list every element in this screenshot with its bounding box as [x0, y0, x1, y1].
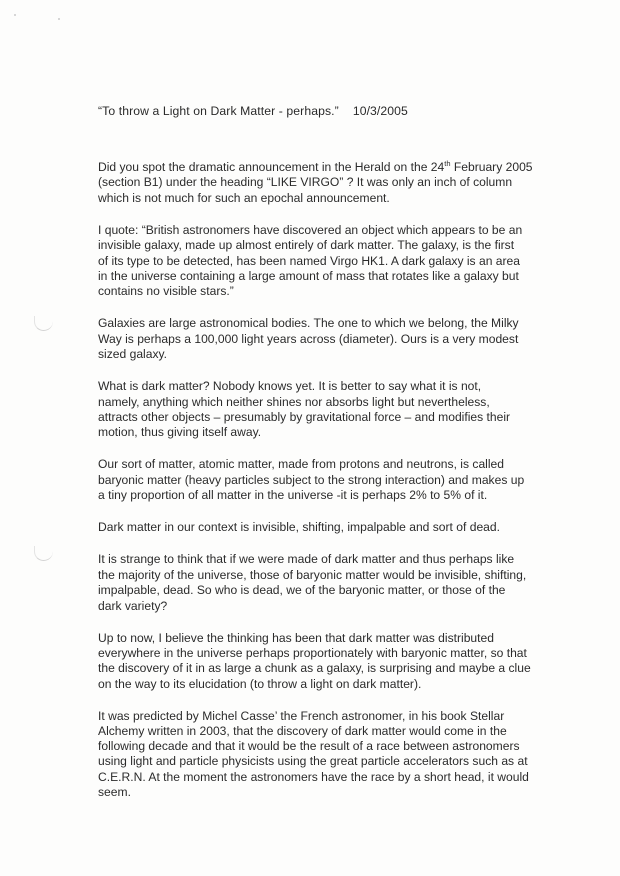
document-body: [98, 160, 550, 817]
text-line: contains no visible stars.”: [98, 284, 234, 299]
scan-speck: [58, 18, 60, 20]
paragraph: [98, 223, 550, 300]
text-line: I quote: “British astronomers have discovered an object which appears to be an: [98, 222, 523, 237]
text-line: following decade and that it would be the result of a race between astronomers: [98, 739, 520, 754]
text-line: What is dark matter? Nobody knows yet. It is better to say what it is not,: [98, 379, 482, 394]
document-title-line: [98, 104, 408, 118]
text-line: (section B1) under the heading “LIKE VIRGO” ? It was only an inch of column: [98, 175, 513, 190]
paragraph: [98, 520, 550, 535]
text-line: Galaxies are large astronomical bodies. The one to which we belong, the Milky: [98, 316, 519, 331]
text-line: motion, thus giving itself away.: [98, 425, 262, 440]
paragraph: [98, 316, 550, 362]
text-line: the majority of the universe, those of baryonic matter would be invisible, shifting,: [98, 567, 527, 582]
text-line: Our sort of matter, atomic matter, made from protons and neutrons, is called: [98, 457, 504, 472]
text-line: using light and particle physicists using the great particle accelerators such as at: [98, 754, 528, 769]
text-line: a tiny proportion of all matter in the universe -it is perhaps 2% to 5% of it.: [98, 488, 488, 503]
ordinal-suffix: th: [444, 159, 451, 168]
paragraph: [98, 160, 550, 206]
text-line: sized galaxy.: [98, 347, 168, 362]
text-line: in the universe containing a large amount of mass that rotates like a galaxy but: [98, 269, 519, 284]
paragraph: [98, 709, 550, 800]
scan-speck: [14, 14, 16, 16]
text-line: the discovery of it in as large a chunk as a galaxy, is surprising and maybe a clue: [98, 661, 531, 676]
document-title: “To throw a Light on Dark Matter - perhaps.”: [98, 104, 339, 118]
document-date: 10/3/2005: [352, 104, 408, 118]
punch-hole-mark: [34, 546, 53, 561]
text-line: Alchemy written in 2003, that the discovery of dark matter would come in the: [98, 723, 507, 738]
text-line: impalpable, dead. So who is dead, we of the baryonic matter, or those of the: [98, 583, 506, 598]
text-line: It was predicted by Michel Casse’ the French astronomer, in his book Stellar: [98, 708, 505, 723]
paragraph: [98, 379, 550, 441]
paragraph: [98, 631, 550, 693]
text-line: Way is perhaps a 100,000 light years across (diameter). Ours is a very modest: [98, 331, 519, 346]
text-line: seem.: [98, 784, 131, 799]
text-line: of its type to be detected, has been named Virgo HK1. A dark galaxy is an area: [98, 253, 520, 268]
text-line: on the way to its elucidation (to throw a light on dark matter).: [98, 676, 422, 691]
punch-hole-mark: [34, 316, 53, 331]
text-line: Dark matter in our context is invisible, shifting, impalpable and sort of dead.: [98, 520, 500, 535]
text-fragment: Did you spot the dramatic announcement in the Herald on the 24: [98, 160, 445, 174]
text-line: everywhere in the universe perhaps proportionately with baryonic matter, so that: [98, 645, 527, 660]
text-line: attracts other objects – presumably by gravitational force – and modifies their: [98, 410, 511, 425]
text-line: namely, anything which neither shines nor absorbs light but nevertheless,: [98, 394, 490, 409]
text-line: invisible galaxy, made up almost entirely of dark matter. The galaxy, is the first: [98, 238, 515, 253]
text-fragment: February 2005: [450, 160, 533, 174]
text-line: baryonic matter (heavy particles subject to the strong interaction) and makes up: [98, 472, 525, 487]
text-line: It is strange to think that if we were made of dark matter and thus perhaps like: [98, 552, 515, 567]
text-line: Up to now, I believe the thinking has been that dark matter was distributed: [98, 630, 494, 645]
paragraph: [98, 552, 550, 614]
text-line: which is not much for such an epochal announcement.: [98, 190, 390, 205]
text-line: C.E.R.N. At the moment the astronomers have the race by a short head, it would: [98, 769, 529, 784]
text-line: dark variety?: [98, 598, 168, 613]
paragraph: [98, 457, 550, 503]
text-line: [98, 160, 550, 175]
